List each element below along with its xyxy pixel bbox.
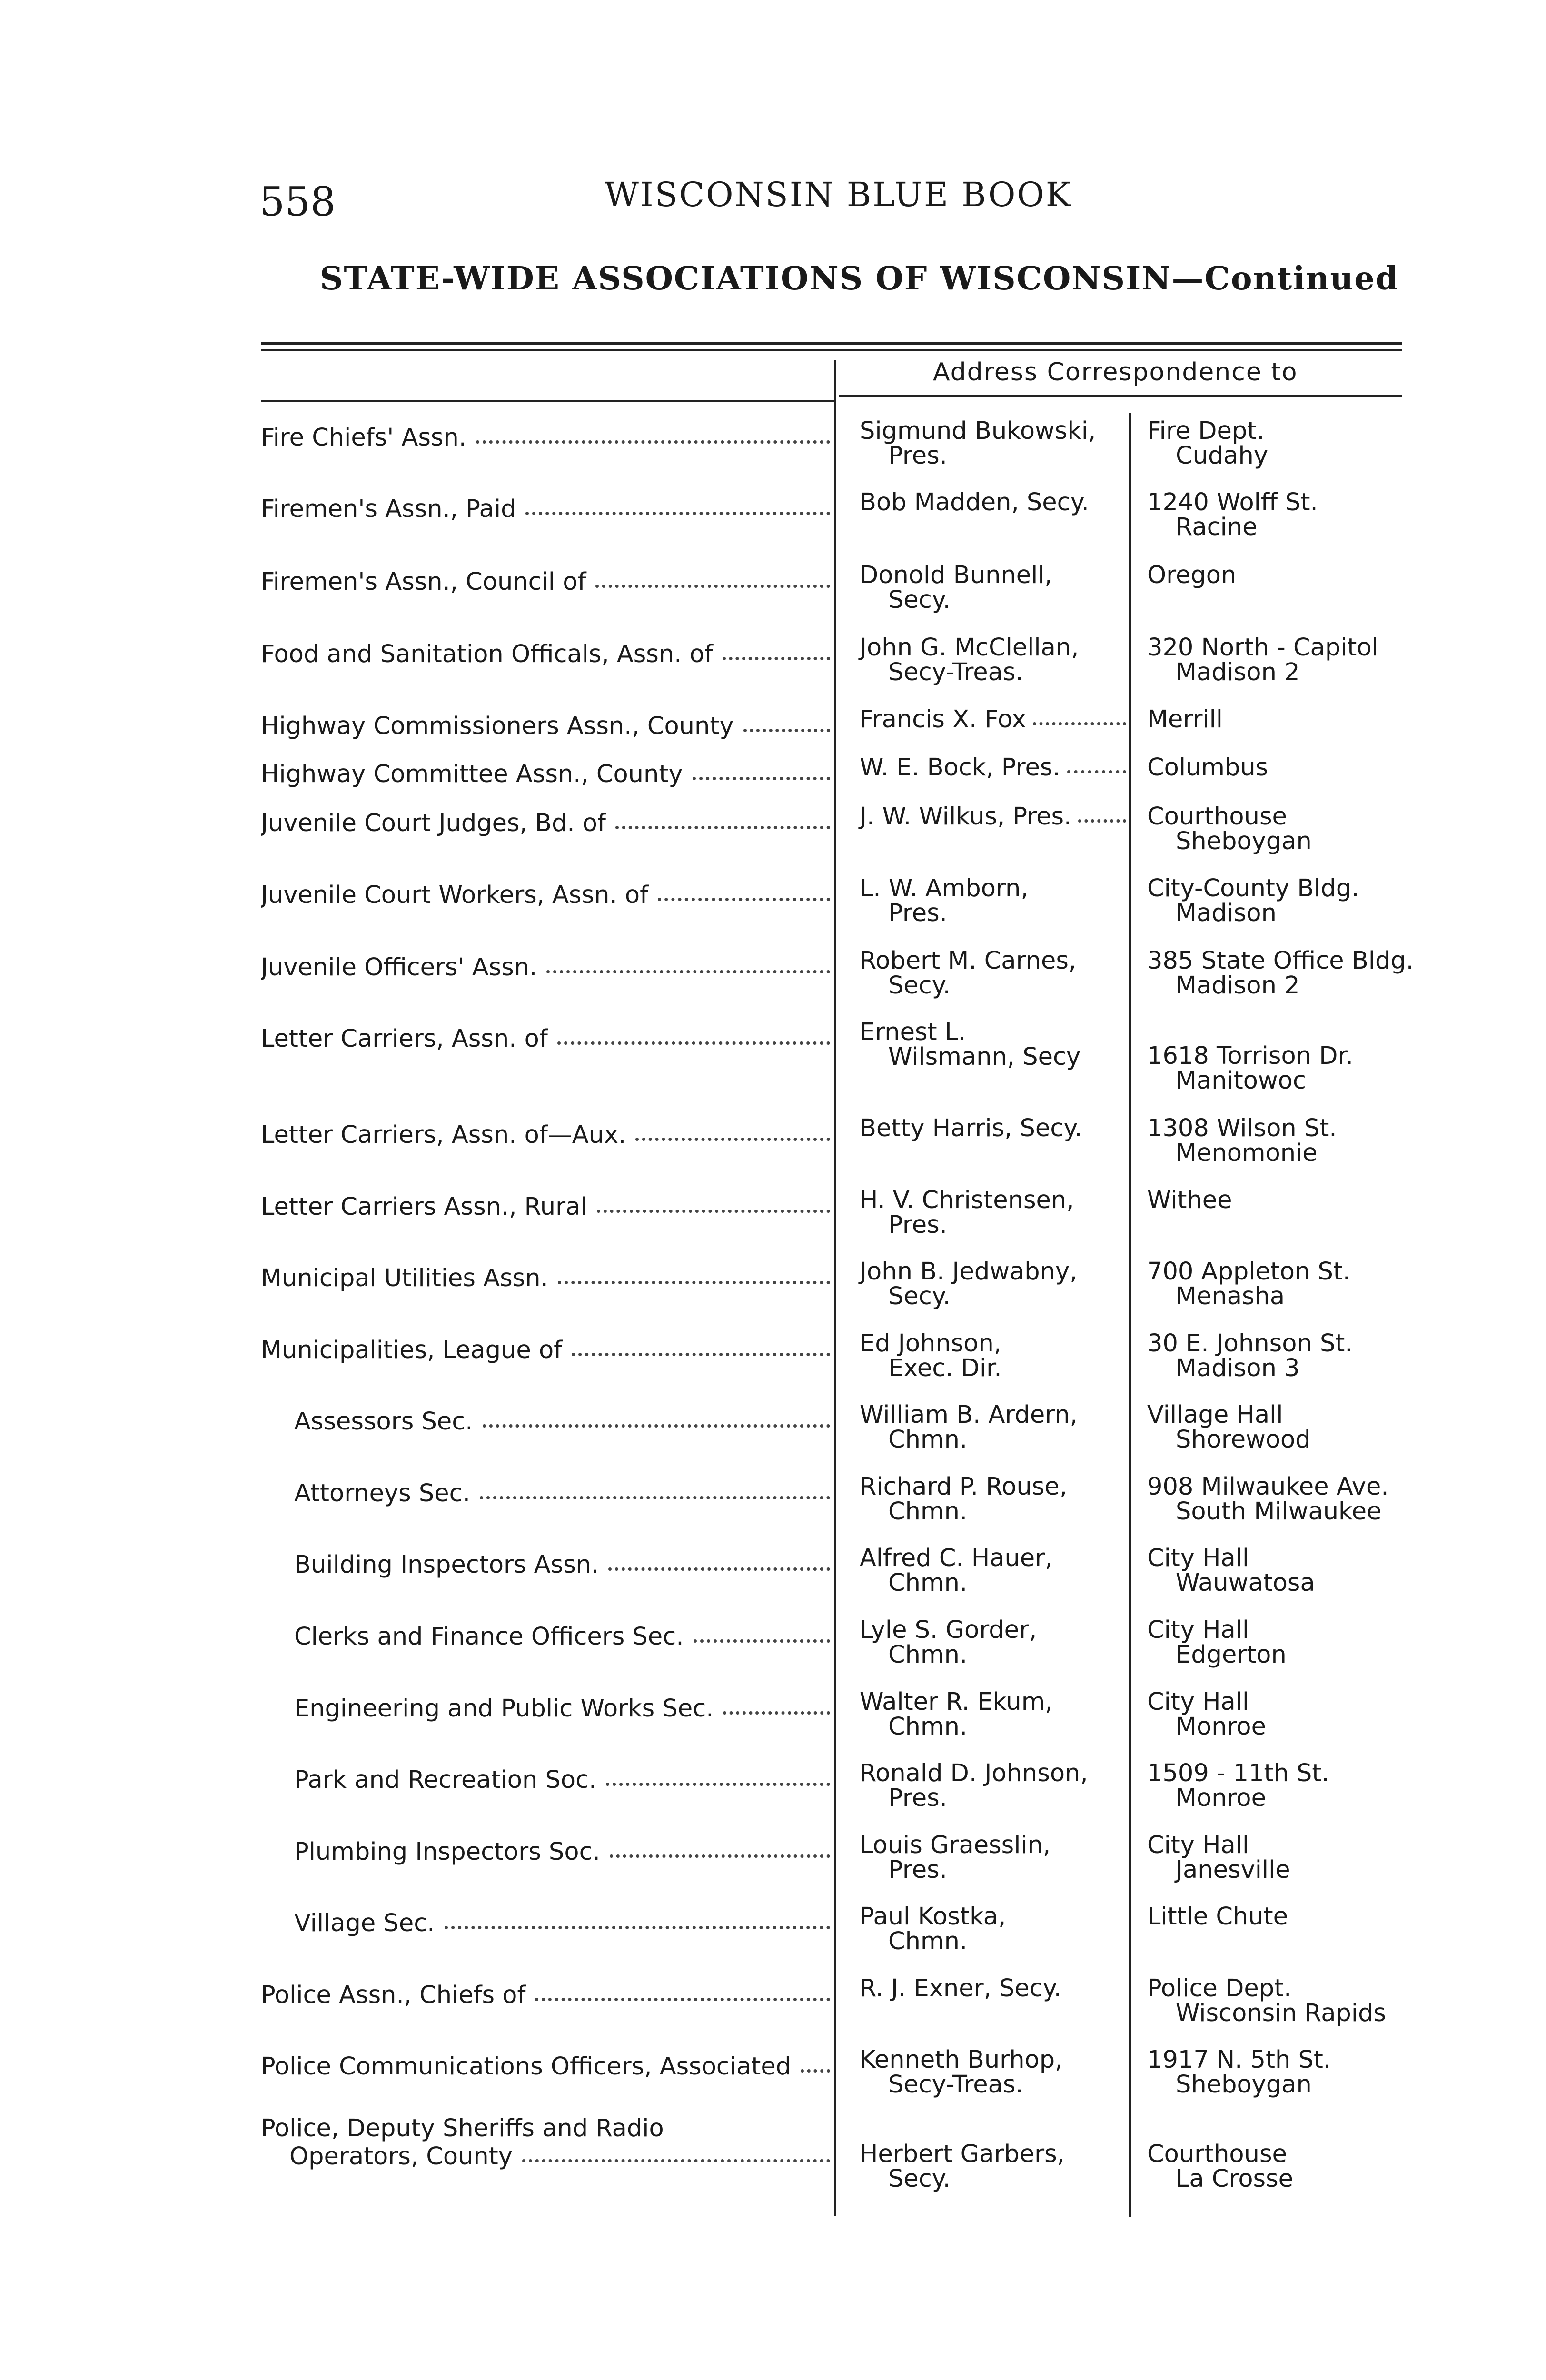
officer-name: H. V. Christensen, xyxy=(860,1186,1074,1214)
association-name-text: Village Sec. xyxy=(294,1909,435,1937)
officer-name: Richard P. Rouse, xyxy=(860,1473,1067,1501)
address-line2: Madison 3 xyxy=(1176,1354,1300,1382)
association-name xyxy=(261,1025,832,1053)
officer xyxy=(860,1690,1126,1739)
association-name-text: Juvenile Court Workers, Assn. of xyxy=(261,881,649,909)
address xyxy=(1147,1546,1528,1596)
association-name-text: Police Assn., Chiefs of xyxy=(261,1981,526,2009)
address-line1: City Hall xyxy=(1147,1616,1249,1644)
address xyxy=(1147,1976,1528,2026)
officer xyxy=(860,707,1126,732)
address xyxy=(1147,1259,1528,1309)
running-head: WISCONSIN BLUE BOOK xyxy=(605,175,1072,214)
officer-name: Ed Johnson, xyxy=(860,1329,1002,1358)
officer xyxy=(860,1475,1126,1524)
association-name-text: Attorneys Sec. xyxy=(294,1479,470,1507)
officer-title: Secy. xyxy=(888,2165,951,2193)
officer-name: William B. Ardern, xyxy=(860,1401,1078,1429)
dot-leader xyxy=(597,1210,831,1213)
dot-leader xyxy=(658,898,830,901)
dot-leader xyxy=(615,826,830,829)
dot-leader xyxy=(1067,770,1126,774)
association-name xyxy=(294,1838,832,1866)
address-line2: Sheboygan xyxy=(1176,2071,1312,2099)
officer-title: Secy. xyxy=(888,972,951,1000)
officer xyxy=(860,419,1126,468)
officer-title: Chmn. xyxy=(888,1569,968,1597)
top-double-rule-lower xyxy=(261,349,1402,351)
address-line2: Madison xyxy=(1176,899,1277,927)
officer-name: Donold Bunnell, xyxy=(860,561,1052,589)
address-line1: Withee xyxy=(1147,1186,1232,1214)
officer-name: W. E. Bock, Pres. xyxy=(860,754,1060,782)
address xyxy=(1147,1904,1528,1929)
officer xyxy=(860,563,1126,613)
address xyxy=(1147,1761,1528,1811)
dot-leader xyxy=(476,440,830,444)
address-line1: Fire Dept. xyxy=(1147,417,1265,445)
officer xyxy=(860,1116,1126,1141)
address-line1: Merrill xyxy=(1147,705,1223,734)
association-name-text: Food and Sanitation Officals, Assn. of xyxy=(261,640,713,668)
address-header-rule xyxy=(839,395,1402,397)
dot-leader xyxy=(483,1424,830,1428)
dot-leader xyxy=(743,729,830,732)
officer-title: Chmn. xyxy=(888,1927,968,1955)
address-line2: Madison 2 xyxy=(1176,972,1300,1000)
address-line1: City-County Bldg. xyxy=(1147,874,1359,902)
officer xyxy=(860,876,1126,926)
column-header: Address Correspondence to xyxy=(933,358,1298,387)
association-name-text: Fire Chiefs' Assn. xyxy=(261,424,467,452)
association-name xyxy=(261,424,832,452)
dot-leader xyxy=(572,1353,830,1356)
address-line2: Edgerton xyxy=(1176,1641,1287,1669)
dot-leader xyxy=(693,777,831,780)
association-name-text: Plumbing Inspectors Soc. xyxy=(294,1838,600,1866)
dot-leader xyxy=(610,1854,830,1858)
association-name xyxy=(294,1695,832,1723)
officer-title: Pres. xyxy=(888,442,947,470)
officer-name: John G. McClellan, xyxy=(860,634,1079,662)
dot-leader xyxy=(546,970,830,973)
association-name-text: Clerks and Finance Officers Sec. xyxy=(294,1623,684,1651)
address-line1: 30 E. Johnson St. xyxy=(1147,1329,1353,1358)
association-name xyxy=(294,1408,832,1436)
officer-name: Sigmund Bukowski, xyxy=(860,417,1096,445)
address-line2: Manitowoc xyxy=(1176,1067,1306,1095)
address-line1: City Hall xyxy=(1147,1688,1249,1716)
association-name-line2: Operators, County xyxy=(289,2142,513,2171)
dot-leader xyxy=(723,657,830,660)
address-column-rule xyxy=(1129,413,1131,2217)
address-line1: Police Dept. xyxy=(1147,1974,1292,2003)
association-name xyxy=(261,2114,832,2171)
association-name xyxy=(261,760,832,788)
address-line2: Menasha xyxy=(1176,1282,1285,1310)
page-number: 558 xyxy=(259,178,336,225)
address-line2: Shorewood xyxy=(1176,1426,1311,1454)
address xyxy=(1147,419,1528,468)
officer xyxy=(860,2048,1126,2097)
address-line1: 908 Milwaukee Ave. xyxy=(1147,1473,1389,1501)
officer-title: Chmn. xyxy=(888,1641,968,1669)
officer-name: Alfred C. Hauer, xyxy=(860,1544,1053,1572)
address xyxy=(1147,635,1528,685)
officer xyxy=(860,1833,1126,1883)
address-line2: Monroe xyxy=(1176,1784,1266,1812)
officer-name: Louis Graesslin, xyxy=(860,1831,1051,1859)
association-name xyxy=(294,1479,832,1507)
officer-name: Paul Kostka, xyxy=(860,1903,1006,1931)
officer-name: Lyle S. Gorder, xyxy=(860,1616,1037,1644)
officer xyxy=(860,2142,1126,2192)
dot-leader xyxy=(595,585,830,588)
stub-header-rule xyxy=(261,400,836,402)
association-name xyxy=(261,953,832,982)
address-line2: Sheboygan xyxy=(1176,827,1312,855)
officer xyxy=(860,1904,1126,1954)
association-name-text: Municipal Utilities Assn. xyxy=(261,1264,548,1292)
officer-title: Chmn. xyxy=(888,1713,968,1741)
dot-leader xyxy=(694,1639,830,1643)
officer-name: John B. Jedwabny, xyxy=(860,1258,1078,1286)
address xyxy=(1147,563,1528,588)
address xyxy=(1147,1618,1528,1667)
address-line2: Racine xyxy=(1176,513,1258,541)
officer-title: Chmn. xyxy=(888,1426,968,1454)
dot-leader xyxy=(1078,819,1126,823)
association-name xyxy=(294,1766,832,1794)
address-line2: Cudahy xyxy=(1176,442,1269,470)
address-line2: South Milwaukee xyxy=(1176,1497,1382,1526)
officer-title: Secy-Treas. xyxy=(888,2071,1023,2099)
association-name xyxy=(261,1121,832,1149)
officer-name: Robert M. Carnes, xyxy=(860,947,1077,975)
address-line1: Little Chute xyxy=(1147,1903,1288,1931)
address xyxy=(1147,876,1528,926)
officer xyxy=(860,1761,1126,1811)
officer-title: Pres. xyxy=(888,1211,947,1239)
association-name-text: Juvenile Officers' Assn. xyxy=(261,953,537,982)
address-line1: 1509 - 11th St. xyxy=(1147,1759,1329,1787)
officer xyxy=(860,1976,1126,2001)
officer-title: Pres. xyxy=(888,899,947,927)
officer-name: Kenneth Burhop, xyxy=(860,2046,1063,2074)
dot-leader xyxy=(635,1138,830,1141)
association-name-text: Police Communications Officers, Associated xyxy=(261,2053,792,2081)
address xyxy=(1147,490,1528,540)
address xyxy=(1147,949,1528,998)
association-name xyxy=(261,1336,832,1364)
association-name-text: Highway Commissioners Assn., County xyxy=(261,712,734,740)
address xyxy=(1147,1475,1528,1524)
address xyxy=(1147,2048,1528,2097)
address-line1: 1240 Wolff St. xyxy=(1147,488,1318,516)
association-name xyxy=(261,1264,832,1292)
officer xyxy=(860,1259,1126,1309)
address-line1: 1308 Wilson St. xyxy=(1147,1114,1337,1142)
address xyxy=(1147,1044,1528,1093)
association-name-text: Firemen's Assn., Paid xyxy=(261,495,516,523)
association-name xyxy=(261,1981,832,2009)
address-line1: City Hall xyxy=(1147,1831,1249,1859)
address-line1: Columbus xyxy=(1147,754,1269,782)
association-name-text: Letter Carriers, Assn. of—Aux. xyxy=(261,1121,626,1149)
officer xyxy=(860,490,1126,515)
association-name xyxy=(261,568,832,596)
dot-leader xyxy=(445,1926,831,1929)
association-name-text: Juvenile Court Judges, Bd. of xyxy=(261,809,606,837)
address-line1: 320 North - Capitol xyxy=(1147,634,1378,662)
dot-leader xyxy=(535,1998,830,2001)
association-name-text: Firemen's Assn., Council of xyxy=(261,568,586,596)
association-name xyxy=(261,2053,832,2081)
dot-leader xyxy=(1033,722,1126,725)
officer xyxy=(860,1188,1126,1238)
address xyxy=(1147,1188,1528,1213)
officer xyxy=(860,1331,1126,1381)
officer-title: Secy-Treas. xyxy=(888,658,1023,686)
association-name xyxy=(294,1623,832,1651)
dot-leader xyxy=(608,1567,830,1571)
association-name-text: Engineering and Public Works Sec. xyxy=(294,1695,714,1723)
officer-title: Secy. xyxy=(888,586,951,614)
officer xyxy=(860,635,1126,685)
association-name-line2-wrap xyxy=(261,2142,832,2171)
officer-name: Herbert Garbers, xyxy=(860,2140,1065,2168)
officer xyxy=(860,949,1126,998)
officer xyxy=(860,1020,1126,1070)
address-line1: Courthouse xyxy=(1147,2140,1287,2168)
association-name-text: Assessors Sec. xyxy=(294,1408,473,1436)
address xyxy=(1147,1403,1528,1452)
dot-leader xyxy=(557,1041,830,1045)
address-line1: City Hall xyxy=(1147,1544,1249,1572)
officer-column-rule xyxy=(834,360,836,2216)
address xyxy=(1147,2142,1528,2192)
dot-leader xyxy=(480,1496,830,1499)
officer-name: Bob Madden, Secy. xyxy=(860,488,1089,516)
address-line1: 1917 N. 5th St. xyxy=(1147,2046,1331,2074)
association-name xyxy=(261,1193,832,1221)
officer xyxy=(860,1546,1126,1596)
address-line2: Madison 2 xyxy=(1176,658,1300,686)
officer xyxy=(860,1618,1126,1667)
address-line2: Wauwatosa xyxy=(1176,1569,1315,1597)
officer-title: Secy. xyxy=(888,1282,951,1310)
dot-leader xyxy=(558,1281,830,1284)
association-name-text: Highway Committee Assn., County xyxy=(261,760,683,788)
address xyxy=(1147,755,1528,780)
officer-title: Chmn. xyxy=(888,1497,968,1526)
table-title: STATE-WIDE ASSOCIATIONS OF WISCONSIN—Continued xyxy=(320,259,1399,297)
dot-leader xyxy=(522,2159,830,2162)
address-line2: Wisconsin Rapids xyxy=(1176,1999,1386,2027)
officer-name: Ernest L. xyxy=(860,1018,966,1046)
association-name xyxy=(294,1551,832,1579)
address-line1: Village Hall xyxy=(1147,1401,1283,1429)
address-line1: 1618 Torrison Dr. xyxy=(1147,1042,1353,1070)
address-line2: Janesville xyxy=(1176,1856,1290,1884)
dot-leader xyxy=(801,2069,830,2073)
officer-name: Betty Harris, Secy. xyxy=(860,1114,1082,1142)
officer-name: Walter R. Ekum, xyxy=(860,1688,1053,1716)
officer-name: R. J. Exner, Secy. xyxy=(860,1974,1061,2003)
dot-leader xyxy=(525,512,830,515)
address xyxy=(1147,1116,1528,1166)
officer-title: Pres. xyxy=(888,1856,947,1884)
address-line1: Courthouse xyxy=(1147,803,1287,831)
association-name xyxy=(294,1909,832,1937)
officer-name: J. W. Wilkus, Pres. xyxy=(860,803,1072,831)
association-name-text: Letter Carriers Assn., Rural xyxy=(261,1193,587,1221)
association-name-text: Park and Recreation Soc. xyxy=(294,1766,597,1794)
address xyxy=(1147,707,1528,732)
officer-title: Exec. Dir. xyxy=(888,1354,1002,1382)
officer-name: Ronald D. Johnson, xyxy=(860,1759,1088,1787)
association-name-text: Letter Carriers, Assn. of xyxy=(261,1025,548,1053)
association-name-text: Building Inspectors Assn. xyxy=(294,1551,599,1579)
association-name xyxy=(261,640,832,668)
dot-leader xyxy=(723,1711,830,1715)
officer-title: Wilsmann, Secy xyxy=(888,1043,1081,1071)
address-line2: Menomonie xyxy=(1176,1139,1318,1167)
address xyxy=(1147,1833,1528,1883)
officer-name: L. W. Amborn, xyxy=(860,874,1029,902)
association-name xyxy=(261,495,832,523)
address-line1: Oregon xyxy=(1147,561,1237,589)
association-name xyxy=(261,809,832,837)
address xyxy=(1147,1690,1528,1739)
address xyxy=(1147,1331,1528,1381)
dot-leader xyxy=(606,1783,830,1786)
association-name-text: Municipalities, League of xyxy=(261,1336,563,1364)
address-line2: Monroe xyxy=(1176,1713,1266,1741)
officer-name: Francis X. Fox xyxy=(860,705,1026,734)
address-line1: 700 Appleton St. xyxy=(1147,1258,1351,1286)
association-name-line1: Police, Deputy Sheriffs and Radio xyxy=(261,2114,664,2142)
address xyxy=(1147,804,1528,854)
association-name xyxy=(261,881,832,909)
officer-title: Pres. xyxy=(888,1784,947,1812)
association-name xyxy=(261,712,832,740)
officer xyxy=(860,1403,1126,1452)
top-double-rule-upper xyxy=(261,342,1402,345)
officer xyxy=(860,755,1126,780)
address-line1: 385 State Office Bldg. xyxy=(1147,947,1414,975)
officer xyxy=(860,804,1126,829)
address-line2: La Crosse xyxy=(1176,2165,1294,2193)
